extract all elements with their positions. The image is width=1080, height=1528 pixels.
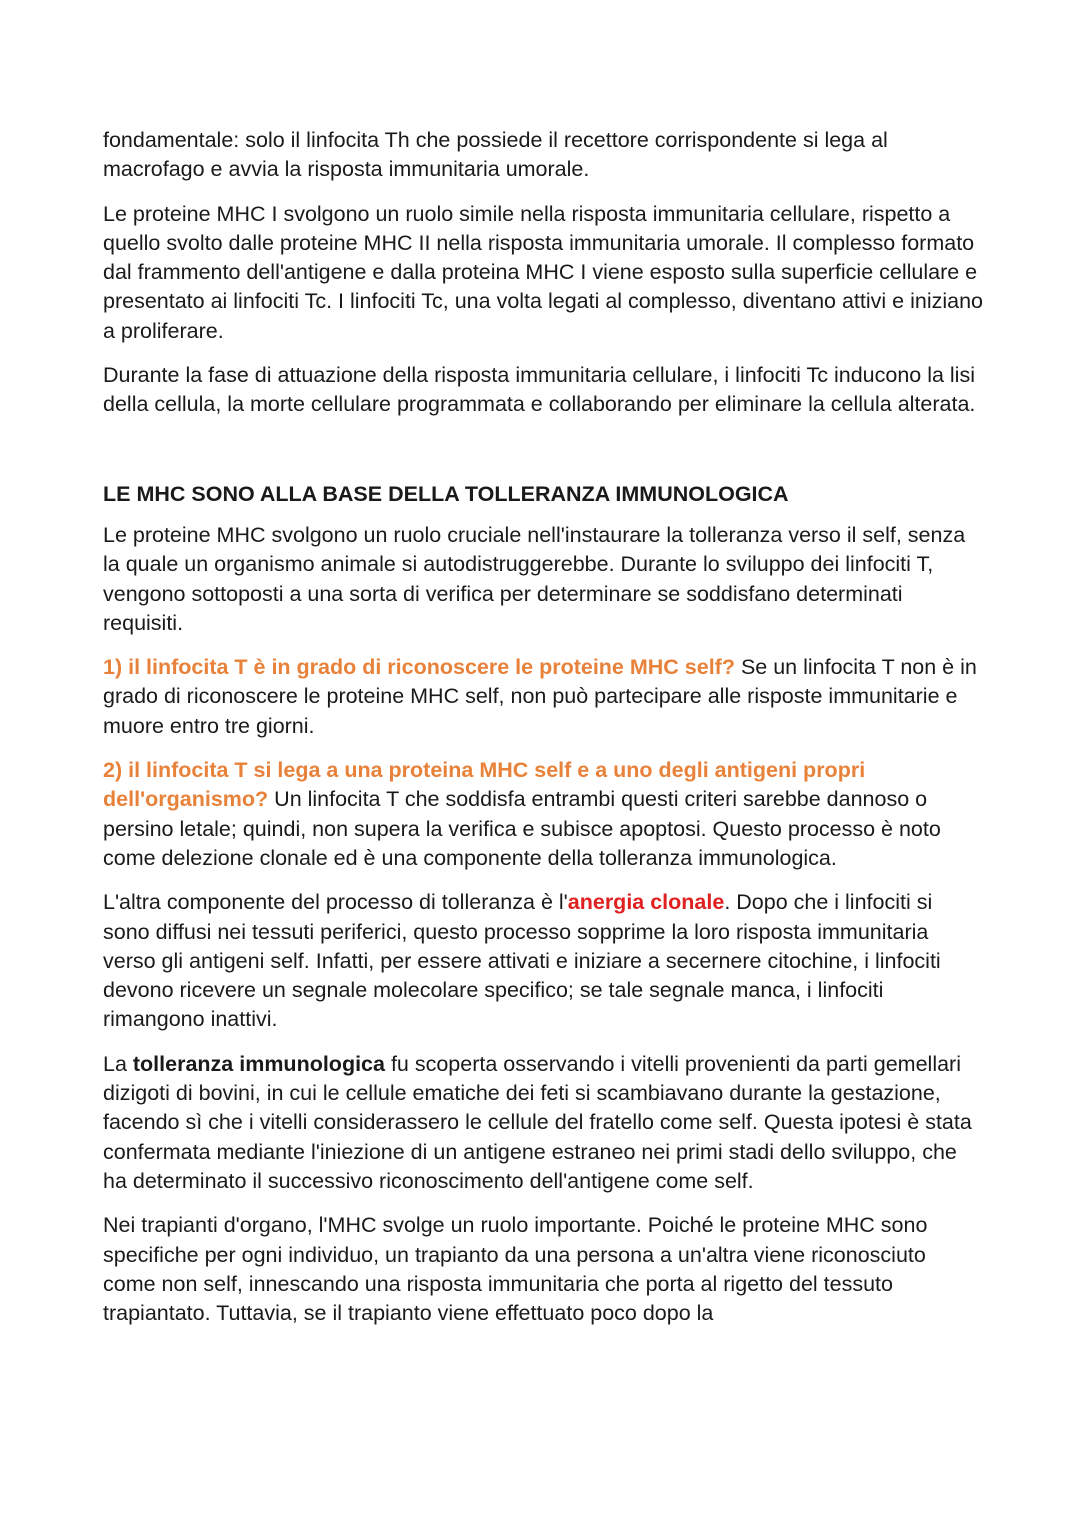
paragraph-attuazione: Durante la fase di attuazione della risposta immunitaria cellulare, i linfociti Tc inducono la lisi della cellula, la morte cellulare programmata e collaborando per eliminare la cellula alterata. <box>103 363 976 417</box>
anergia-text-after: . Dopo che i linfociti si sono diffusi nei tessuti periferici, questo processo sopprime la loro risposta immunitaria verso gli antigeni self. Infatti, per essere attivati e iniziare a secernere citochine, i linfociti devono ricevere un segnale molecolare specifico; se tale segnale manca, i linfociti rimangono inattivi. <box>103 890 941 1032</box>
question-2-highlight: il linfocita T si lega a una proteina MHC self e a uno degli antigeni propri dell'organismo? <box>103 758 866 812</box>
paragraph-mhc-i: Le proteine MHC I svolgono un ruolo simile nella risposta immunitaria cellulare, rispetto a quello svolto dalle proteine MHC II nella risposta immunitaria umorale. Il complesso formato dal frammento dell'antigene e dalla proteina MHC I viene esposto sulla superficie cellulare e presentato ai linfociti Tc. I linfociti Tc, una volta legati al complesso, diventano attivi e iniziano a proliferare. <box>103 201 983 343</box>
question-1-highlight: il linfocita T è in grado di riconoscere le proteine MHC self? <box>128 655 735 680</box>
document-page <box>103 126 983 1343</box>
question-2-text: Un linfocita T che soddisfa entrambi questi criteri sarebbe dannoso o persino letale; quindi, non supera la verifica e subisce apoptosi. Questo processo è noto come delezione clonale ed è una componente della tolleranza immunologica. <box>103 787 941 870</box>
paragraph-trapianti: Nei trapianti d'organo, l'MHC svolge un ruolo importante. Poiché le proteine MHC sono specifiche per ogni individuo, un trapianto da una persona a un'altra viene riconosciuto come non self, innescando una risposta immunitaria che porta al rigetto del tessuto trapiantato. Tuttavia, se il trapianto viene effettuato poco dopo la <box>103 1213 928 1326</box>
question-2 <box>103 756 983 873</box>
section-heading: LE MHC SONO ALLA BASE DELLA TOLLERANZA IMMUNOLOGICA <box>103 481 789 506</box>
anergia-text-before: L'altra componente del processo di tolleranza è l' <box>103 890 568 915</box>
paragraph-scoperta <box>103 1050 983 1196</box>
question-1 <box>103 653 983 741</box>
scoperta-bold: tolleranza immunologica <box>132 1051 385 1076</box>
paragraph-tolleranza-self: Le proteine MHC svolgono un ruolo cruciale nell'instaurare la tolleranza verso il self, senza la quale un organismo animale si autodistruggerebbe. Durante lo sviluppo dei linfociti T, vengono sottoposti a una sorta di verifica per determinare se soddisfano determinati requisiti. <box>103 522 966 635</box>
question-1-text: Se un linfocita T non è in grado di riconoscere le proteine MHC self, non può partecipare alle risposte immunitarie e muore entro tre giorni. <box>103 655 977 738</box>
scoperta-text-before: La <box>103 1051 133 1076</box>
question-2-number: 2) <box>103 758 129 783</box>
scoperta-text-after: fu scoperta osservando i vitelli provenienti da parti gemellari dizigoti di bovini, in cui le cellule ematiche dei feti si scambiavano durante la gestazione, facendo sì che i vitelli considerassero le cellule del fratello come self. Questa ipotesi è stata confermata mediante l'iniezione di un antigene estraneo nei primi stadi dello sviluppo, che ha determinato il successivo riconoscimento dell'antigene come self. <box>103 1051 972 1193</box>
question-1-number: 1) <box>103 655 129 680</box>
paragraph-anergia <box>103 888 983 1034</box>
paragraph-intro: fondamentale: solo il linfocita Th che possiede il recettore corrispondente si lega al macrofago e avvia la risposta immunitaria umorale. <box>103 128 888 182</box>
anergia-highlight: anergia clonale <box>567 890 725 915</box>
